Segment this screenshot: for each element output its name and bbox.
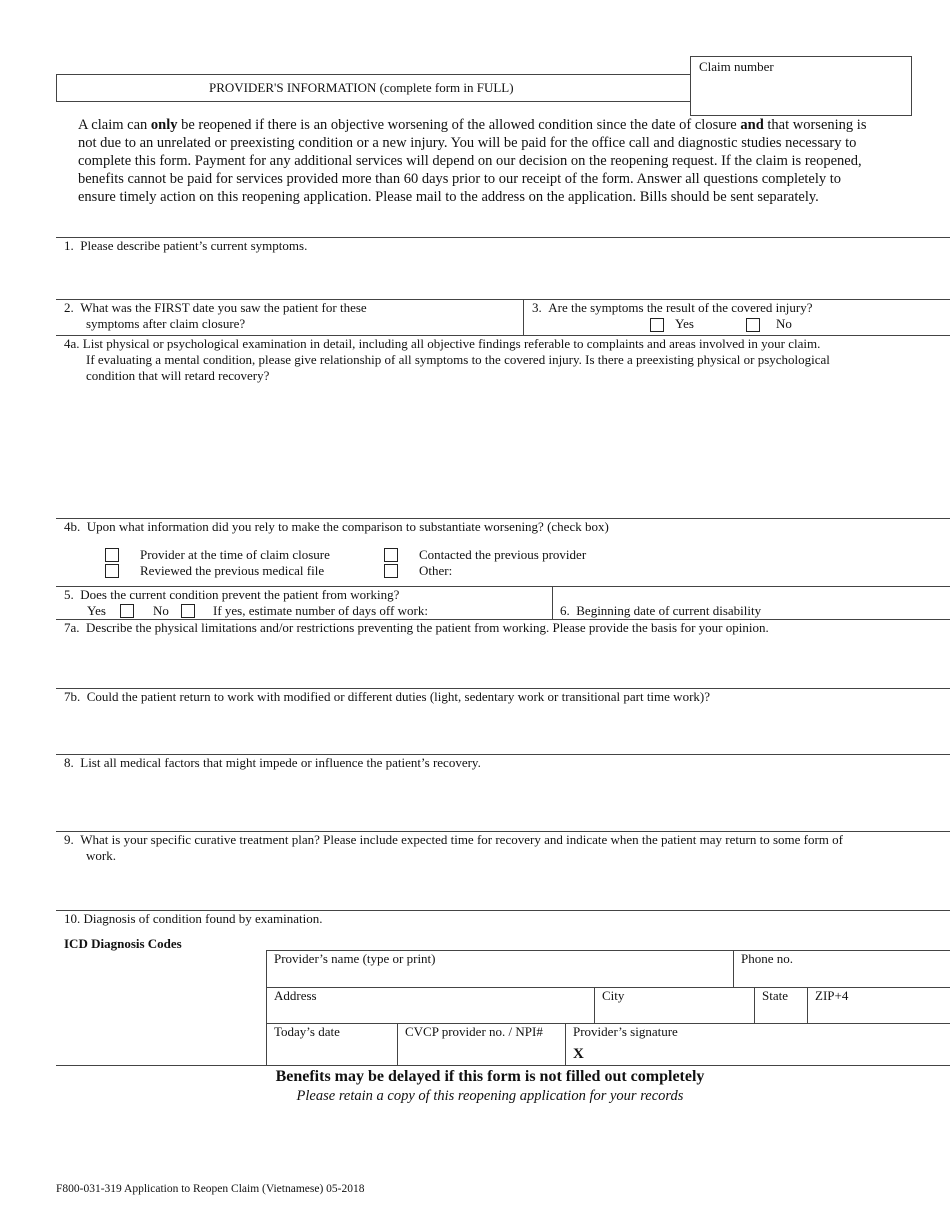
question-4a: 4a. List physical or psychological examination in detail, including all objective findings referable to complaints and areas involved in your claim. If evaluating a mental condition, please give relationship of all symptoms to the covered injury. Is there a preexisting physical or psychological condition that will retard recovery? [64, 336, 830, 383]
question-10: 10. Diagnosis of condition found by examination. [64, 911, 323, 926]
q5-yes-checkbox[interactable] [120, 604, 134, 618]
q4b-opt1-label: Provider at the time of claim closure [140, 547, 330, 562]
q4b-opt3-checkbox[interactable] [384, 548, 398, 562]
q1-answer-area[interactable] [56, 256, 950, 298]
claim-number-label: Claim number [699, 59, 774, 74]
question-1: 1. Please describe patient’s current symptoms. [64, 238, 308, 253]
q7a-answer-area[interactable] [56, 638, 950, 687]
icd-codes-area[interactable] [56, 952, 262, 1064]
claim-number-box[interactable] [690, 56, 912, 116]
question-7b: 7b. Could the patient return to work with modified or different duties (light, sedentary work or transitional part time work)? [64, 689, 710, 704]
q4b-opt1-checkbox[interactable] [105, 548, 119, 562]
q5-no-label: No [153, 603, 169, 618]
q4b-opt3-label: Contacted the previous provider [419, 547, 587, 562]
q7b-answer-area[interactable] [56, 707, 950, 753]
form-id: F800-031-319 Application to Reopen Claim (Vietnamese) 05-2018 [56, 1183, 365, 1195]
signature-x-mark: X [573, 1046, 584, 1062]
q8-answer-area[interactable] [56, 773, 950, 830]
q4b-opt4-checkbox[interactable] [384, 564, 398, 578]
intro-paragraph: A claim can only be reopened if there is an objective worsening of the allowed condition since the date of closure and that worsening is not due to an unrelated or preexisting condition or a new injury. You will be paid for the office call and diagnostic studies necessary to complete this form. Payment for any additional services will depend on our decision on the reopening request. If the claim is reopened, benefits cannot be paid for services provided more than 60 days prior to our receipt of the form. Answer all questions completely to ensure timely action on this reopening application. Please mail to the address on the application. Bills should be sent separately. [78, 117, 867, 205]
q3-yes-checkbox[interactable] [650, 318, 664, 332]
phone-field[interactable]: Phone no. [741, 951, 793, 966]
state-field[interactable]: State [762, 988, 788, 1003]
question-5: 5. Does the current condition prevent the patient from working? [64, 587, 400, 602]
q3-no-label: No [776, 316, 792, 331]
q3-no-checkbox[interactable] [746, 318, 760, 332]
question-8: 8. List all medical factors that might impede or influence the patient’s recovery. [64, 755, 481, 770]
question-2[interactable]: 2. What was the FIRST date you saw the patient for these symptoms after claim closure? [64, 300, 367, 331]
retain-copy-note: Please retain a copy of this reopening application for your records [296, 1088, 684, 1104]
zip-field[interactable]: ZIP+4 [815, 988, 849, 1003]
todays-date-field[interactable]: Today’s date [274, 1024, 340, 1039]
provider-name-field[interactable]: Provider’s name (type or print) [274, 951, 436, 966]
q4b-opt2-checkbox[interactable] [105, 564, 119, 578]
q5-days-off-label[interactable]: If yes, estimate number of days off work: [213, 603, 428, 618]
q4b-opt4-label: Other: [419, 563, 453, 578]
q5-no-checkbox[interactable] [181, 604, 195, 618]
q3-yes-label: Yes [675, 316, 694, 331]
question-4b: 4b. Upon what information did you rely to make the comparison to substantiate worsening? (check box) [64, 519, 609, 534]
q4a-answer-area[interactable] [56, 388, 950, 516]
q9-answer-area[interactable] [56, 866, 950, 908]
form-title: PROVIDER'S INFORMATION (complete form in FULL) [209, 80, 514, 95]
question-3: 3. Are the symptoms the result of the covered injury? [532, 300, 813, 315]
city-field[interactable]: City [602, 988, 625, 1003]
icd-codes-label: ICD Diagnosis Codes [64, 936, 182, 951]
question-6[interactable]: 6. Beginning date of current disability [560, 603, 762, 618]
incomplete-warning: Benefits may be delayed if this form is not filled out completely [275, 1068, 705, 1085]
q5-yes-label: Yes [87, 603, 106, 618]
question-7a: 7a. Describe the physical limitations and/or restrictions preventing the patient from working. Please provide the basis for your opinion. [64, 620, 769, 635]
question-9: 9. What is your specific curative treatment plan? Please include expected time for recovery and indicate when the patient may return to some form of work. [64, 832, 843, 863]
cvcp-npi-field[interactable]: CVCP provider no. / NPI# [405, 1024, 543, 1039]
address-field[interactable]: Address [274, 988, 317, 1003]
q4b-opt2-label: Reviewed the previous medical file [140, 563, 325, 578]
signature-field[interactable]: Provider’s signature [573, 1024, 678, 1039]
form-title-box [56, 74, 691, 102]
